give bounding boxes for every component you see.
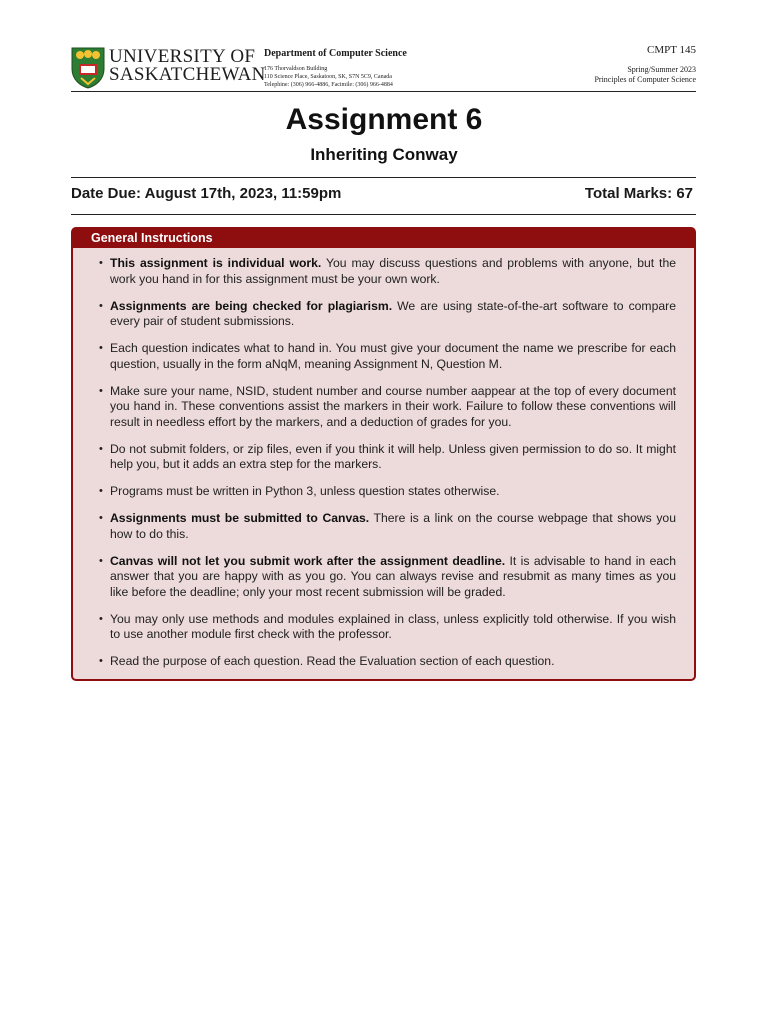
department-name: Department of Computer Science bbox=[264, 48, 407, 59]
instruction-item: • You may only use methods and modules explained in class, unless explicitly told otherwise. If you wish to use another module first check with the professor. bbox=[110, 612, 676, 643]
instruction-item: • Do not submit folders, or zip files, even if you think it will help. Unless given permission to do so. It might help you, but it adds an extra step for the markers. bbox=[110, 442, 676, 473]
department-address bbox=[264, 65, 407, 89]
course-code: CMPT 145 bbox=[646, 44, 696, 56]
instruction-item: • Read the purpose of each question. Read the Evaluation section of each question. bbox=[110, 654, 676, 670]
title-divider-top bbox=[71, 177, 696, 178]
university-crest-logo bbox=[71, 47, 105, 89]
title-divider-bottom bbox=[71, 214, 696, 215]
course-term: Spring/Summer 2023 bbox=[627, 65, 696, 74]
department-block bbox=[264, 48, 407, 89]
page-title: Assignment 6 bbox=[285, 103, 483, 136]
instruction-item: • Canvas will not let you submit work after the assignment deadline. It is advisable to hand in each answer that you are happy with as you go. You can always revise and resubmit as many times as you like before the deadline; only your most recent submission will be graded. bbox=[110, 554, 676, 601]
address-line-2: 110 Science Place, Saskatoon, SK, S7N 5C9, Canada bbox=[264, 74, 392, 80]
university-name-line2: SASKATCHEWAN bbox=[109, 64, 266, 85]
instruction-item: • Programs must be written in Python 3, unless question states otherwise. bbox=[110, 484, 676, 500]
instruction-item: • This assignment is individual work. You may discuss questions and problems with anyone, but the work you hand in for this assignment must be your own work. bbox=[110, 256, 676, 287]
address-line-1: 176 Thorvaldson Building bbox=[264, 66, 328, 72]
date-due: Date Due: August 17th, 2023, 11:59pm bbox=[71, 185, 342, 202]
university-name bbox=[109, 48, 266, 84]
header-divider bbox=[71, 91, 696, 92]
instruction-item: • Make sure your name, NSID, student number and course number aappear at the top of every document you hand in. These conventions assist the markers in their work. Failure to follow these conventions will result in needless effort by the markers, and a deduction of grades for you. bbox=[110, 384, 676, 431]
course-info bbox=[594, 44, 696, 85]
page-subtitle: Inheriting Conway bbox=[310, 145, 458, 164]
general-instructions-heading: General Instructions bbox=[73, 229, 694, 248]
general-instructions-box bbox=[71, 227, 696, 681]
instruction-item: • Assignments must be submitted to Canvas. There is a link on the course webpage that shows you how to do this. bbox=[110, 511, 676, 542]
course-name: Principles of Computer Science bbox=[594, 75, 696, 84]
instruction-list bbox=[110, 256, 676, 681]
university-name-line1: UNIVERSITY OF bbox=[109, 46, 256, 67]
instruction-item: • Assignments are being checked for plagiarism. We are using state-of-the-art software to compare every pair of student submissions. bbox=[110, 299, 676, 330]
instruction-item: • Each question indicates what to hand in. You must give your document the name we prescribe for each question, usually in the form aNqM, meaning Assignment N, Question M. bbox=[110, 341, 676, 372]
total-marks: Total Marks: 67 bbox=[584, 185, 693, 202]
letterhead bbox=[71, 44, 696, 92]
address-line-3: Telephine: (306) 966-4886, Facimile: (306) 966-4884 bbox=[264, 82, 393, 88]
